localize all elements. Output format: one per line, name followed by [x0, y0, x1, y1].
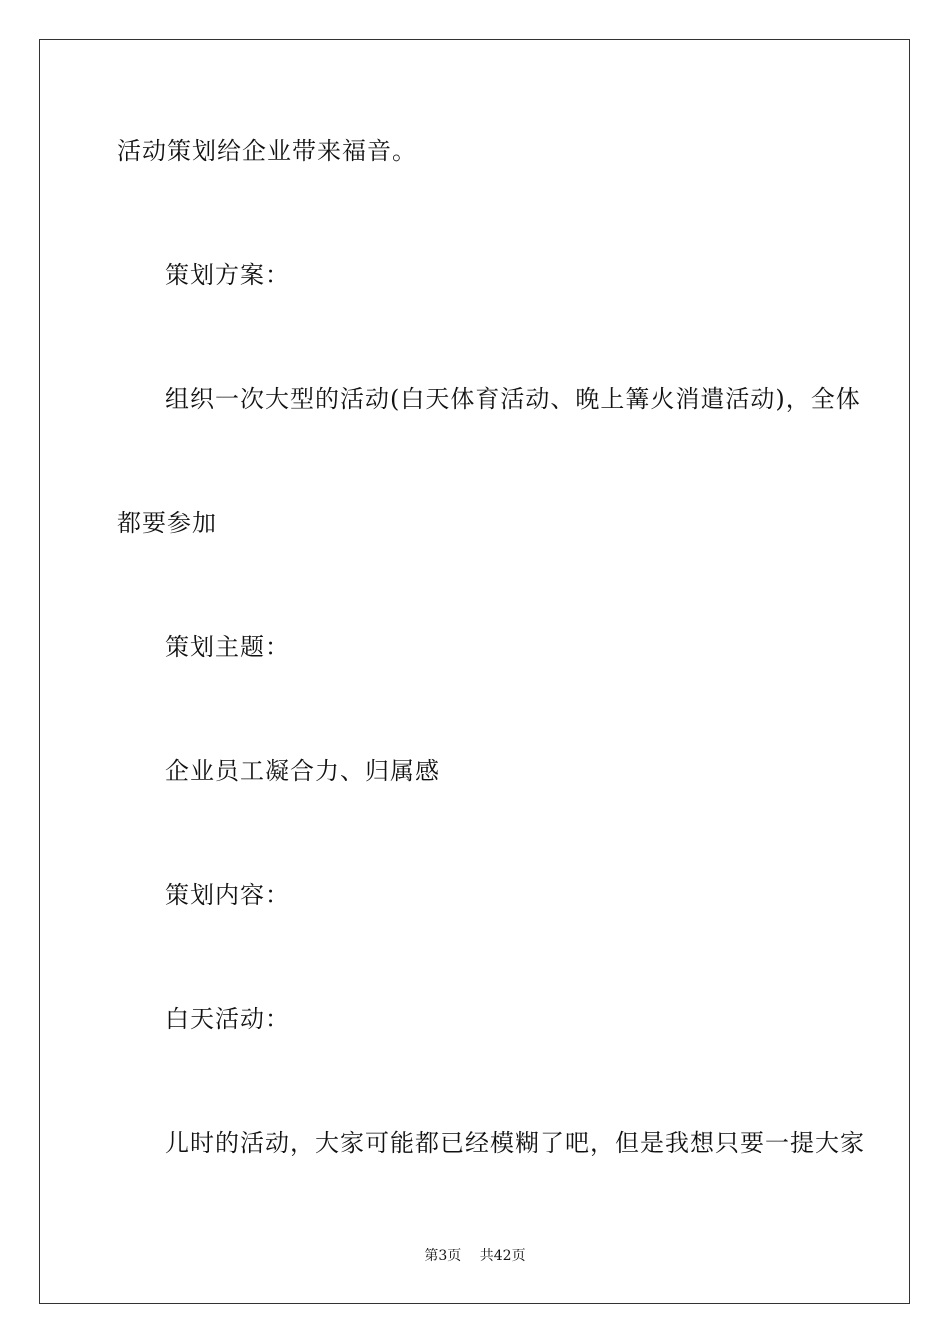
- page-border: [39, 39, 910, 1304]
- paragraph-line: 组织一次大型的活动(白天体育活动、晚上篝火消遣活动)，全体: [165, 385, 861, 413]
- paragraph-line: 都要参加: [117, 509, 217, 537]
- paragraph-line: 活动策划给企业带来福音。: [117, 137, 417, 165]
- paragraph-line: 企业员工凝合力、归属感: [165, 757, 440, 785]
- section-heading-content: 策划内容：: [165, 881, 290, 909]
- page-total: 共42页: [479, 1248, 526, 1264]
- paragraph-line: 儿时的活动，大家可能都已经模糊了吧，但是我想只要一提大家: [165, 1129, 865, 1157]
- section-heading-plan: 策划方案：: [165, 261, 290, 289]
- page-number: 第3页: [424, 1248, 462, 1264]
- section-heading-daytime: 白天活动：: [165, 1005, 290, 1033]
- page-footer: [0, 1247, 950, 1265]
- section-heading-theme: 策划主题：: [165, 633, 290, 661]
